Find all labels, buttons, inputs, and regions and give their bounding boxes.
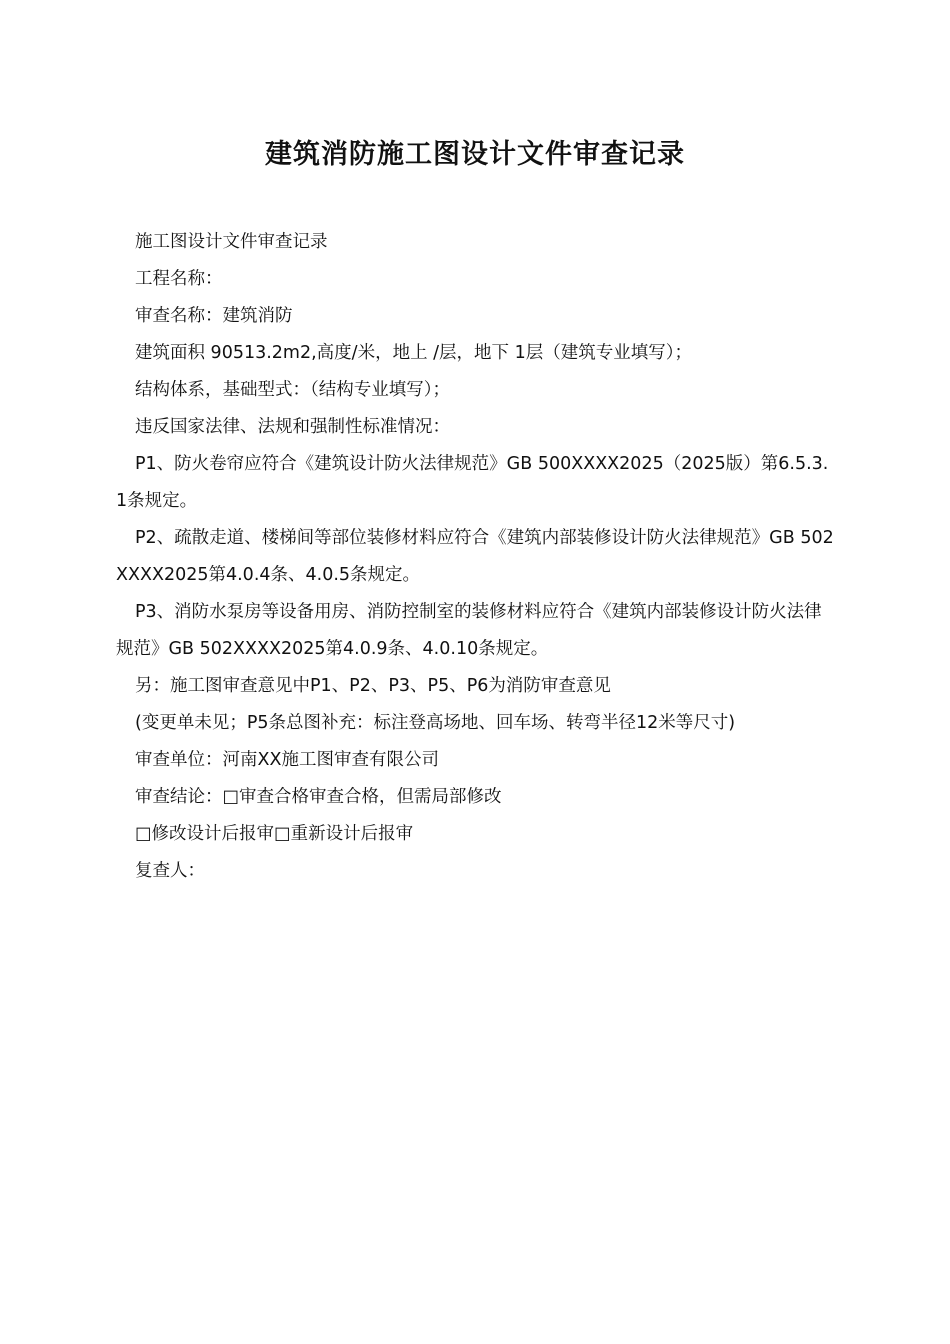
review-unit-field: 审查单位：河南XX施工图审查有限公司	[135, 750, 439, 770]
review-note: 另：施工图审查意见中P1、P2、P3、P5、P6为消防审查意见	[135, 676, 611, 696]
building-area-line: 建筑面积 90513.2m2,高度/米，地上 /层，地下 1层（建筑专业填写）；	[135, 343, 692, 363]
document-title: 建筑消防施工图设计文件审查记录	[265, 139, 685, 170]
item-p1: P1、防火卷帘应符合《建筑设计防火法律规范》GB 500XXXX2025（2025版）第6.5.3.1条规定。	[116, 454, 829, 511]
review-conclusion-field: 审查结论：□审查合格审查合格，但需局部修改	[135, 787, 502, 807]
record-heading: 施工图设计文件审查记录	[135, 232, 328, 252]
project-name-field: 工程名称：	[135, 269, 223, 289]
item-p3: P3、消防水泵房等设备用房、消防控制室的装修材料应符合《建筑内部装修设计防火法律规范》GB 502XXXX2025第4.0.9条、4.0.10条规定。	[116, 602, 822, 659]
violations-heading: 违反国家法律、法规和强制性标准情况：	[135, 417, 450, 437]
item-p2: P2、疏散走道、楼梯间等部位装修材料应符合《建筑内部装修设计防火法律规范》GB 502XXXX2025第4.0.4条、4.0.5条规定。	[116, 528, 834, 585]
review-conclusion-options: □修改设计后报审□重新设计后报审	[135, 824, 414, 844]
review-name-field: 审查名称：建筑消防	[135, 306, 293, 326]
structure-line: 结构体系，基础型式：（结构专业填写）；	[135, 380, 450, 400]
document-body	[116, 224, 836, 890]
review-note-detail: (变更单未见；P5条总图补充：标注登高场地、回车场、转弯半径12米等尺寸)	[135, 713, 736, 733]
rechecker-field: 复查人：	[135, 861, 205, 881]
